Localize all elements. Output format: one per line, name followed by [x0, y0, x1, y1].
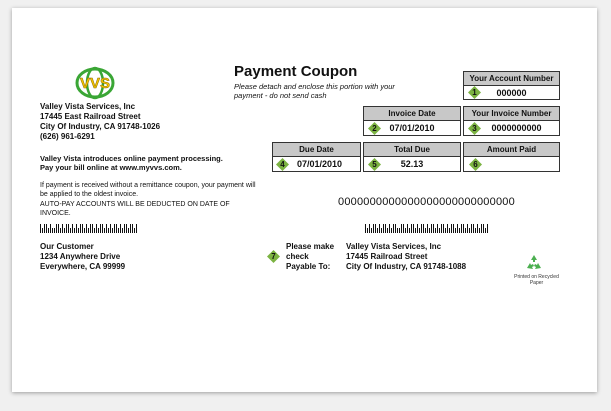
payable-street: 17445 Railroad Street	[346, 252, 428, 261]
customer-address	[40, 242, 125, 272]
company-phone: (626) 961-6291	[40, 132, 95, 141]
badge-5-icon: 5	[368, 158, 381, 171]
company-city: City Of Industry, CA 91748-1026	[40, 122, 161, 131]
company-street: 17445 East Railroad Street	[40, 112, 141, 121]
payable-label	[286, 242, 334, 272]
promo-text	[40, 154, 240, 172]
total-due-label: Total Due	[364, 143, 460, 157]
invoice-number-label: Your Invoice Number	[464, 107, 559, 121]
payable-label-line3: Payable To:	[286, 262, 331, 271]
scanline-number: 0000000000000000000000000000	[338, 196, 515, 208]
customer-city: Everywhere, CA 99999	[40, 262, 126, 271]
due-date-label: Due Date	[273, 143, 360, 157]
coupon-title: Payment Coupon	[234, 63, 358, 80]
autopay-note: AUTO-PAY ACCOUNTS WILL BE DEDUCTED ON DATE OF INVOICE.	[40, 201, 230, 217]
coupon-instruction: Please detach and enclose this portion with your payment - do not send cash	[234, 82, 395, 100]
badge-7-icon: 7	[267, 250, 280, 263]
company-logo	[75, 66, 115, 100]
payable-address	[346, 242, 466, 272]
due-date-value: 07/01/2010	[296, 159, 343, 169]
postal-barcode-right	[365, 224, 488, 233]
payable-city: City Of Industry, CA 91748-1088	[346, 262, 467, 271]
payment-coupon-sheet	[12, 8, 597, 392]
payable-label-line1: Please make	[286, 242, 335, 251]
company-address	[40, 102, 160, 142]
badge-2-icon: 2	[368, 122, 381, 135]
invoice-number-value: 0000000000	[491, 123, 542, 133]
payable-name: Valley Vista Services, Inc	[346, 242, 442, 251]
invoice-date-label: Invoice Date	[364, 107, 460, 121]
promo-line2: Pay your bill online at www.myvvs.com.	[40, 163, 182, 172]
account-number-label: Your Account Number	[464, 72, 559, 86]
badge-1-icon: 1	[468, 86, 481, 99]
invoice-date-value: 07/01/2010	[389, 123, 435, 133]
promo-line1: Valley Vista introduces online payment processing.	[40, 154, 223, 163]
badge-4-icon: 4	[276, 158, 289, 171]
remit-note: If payment is received without a remittance coupon, your payment will be applied to the oldest invoice.	[40, 182, 256, 198]
customer-street: 1234 Anywhere Drive	[40, 252, 121, 261]
amount-paid-label: Amount Paid	[464, 143, 559, 157]
badge-6-icon: 6	[469, 158, 482, 171]
company-name: Valley Vista Services, Inc	[40, 102, 136, 111]
total-due-value: 52.13	[400, 159, 424, 169]
badge-3-icon: 3	[468, 122, 481, 135]
recycle-caption: Printed on Recycled Paper	[514, 274, 559, 286]
customer-name: Our Customer	[40, 242, 94, 251]
payable-label-line2: check	[286, 252, 309, 261]
postal-barcode-left	[40, 224, 137, 233]
account-number-value: 000000	[496, 88, 527, 98]
logo-text: VVS	[79, 75, 111, 92]
recycle-icon	[525, 254, 543, 272]
